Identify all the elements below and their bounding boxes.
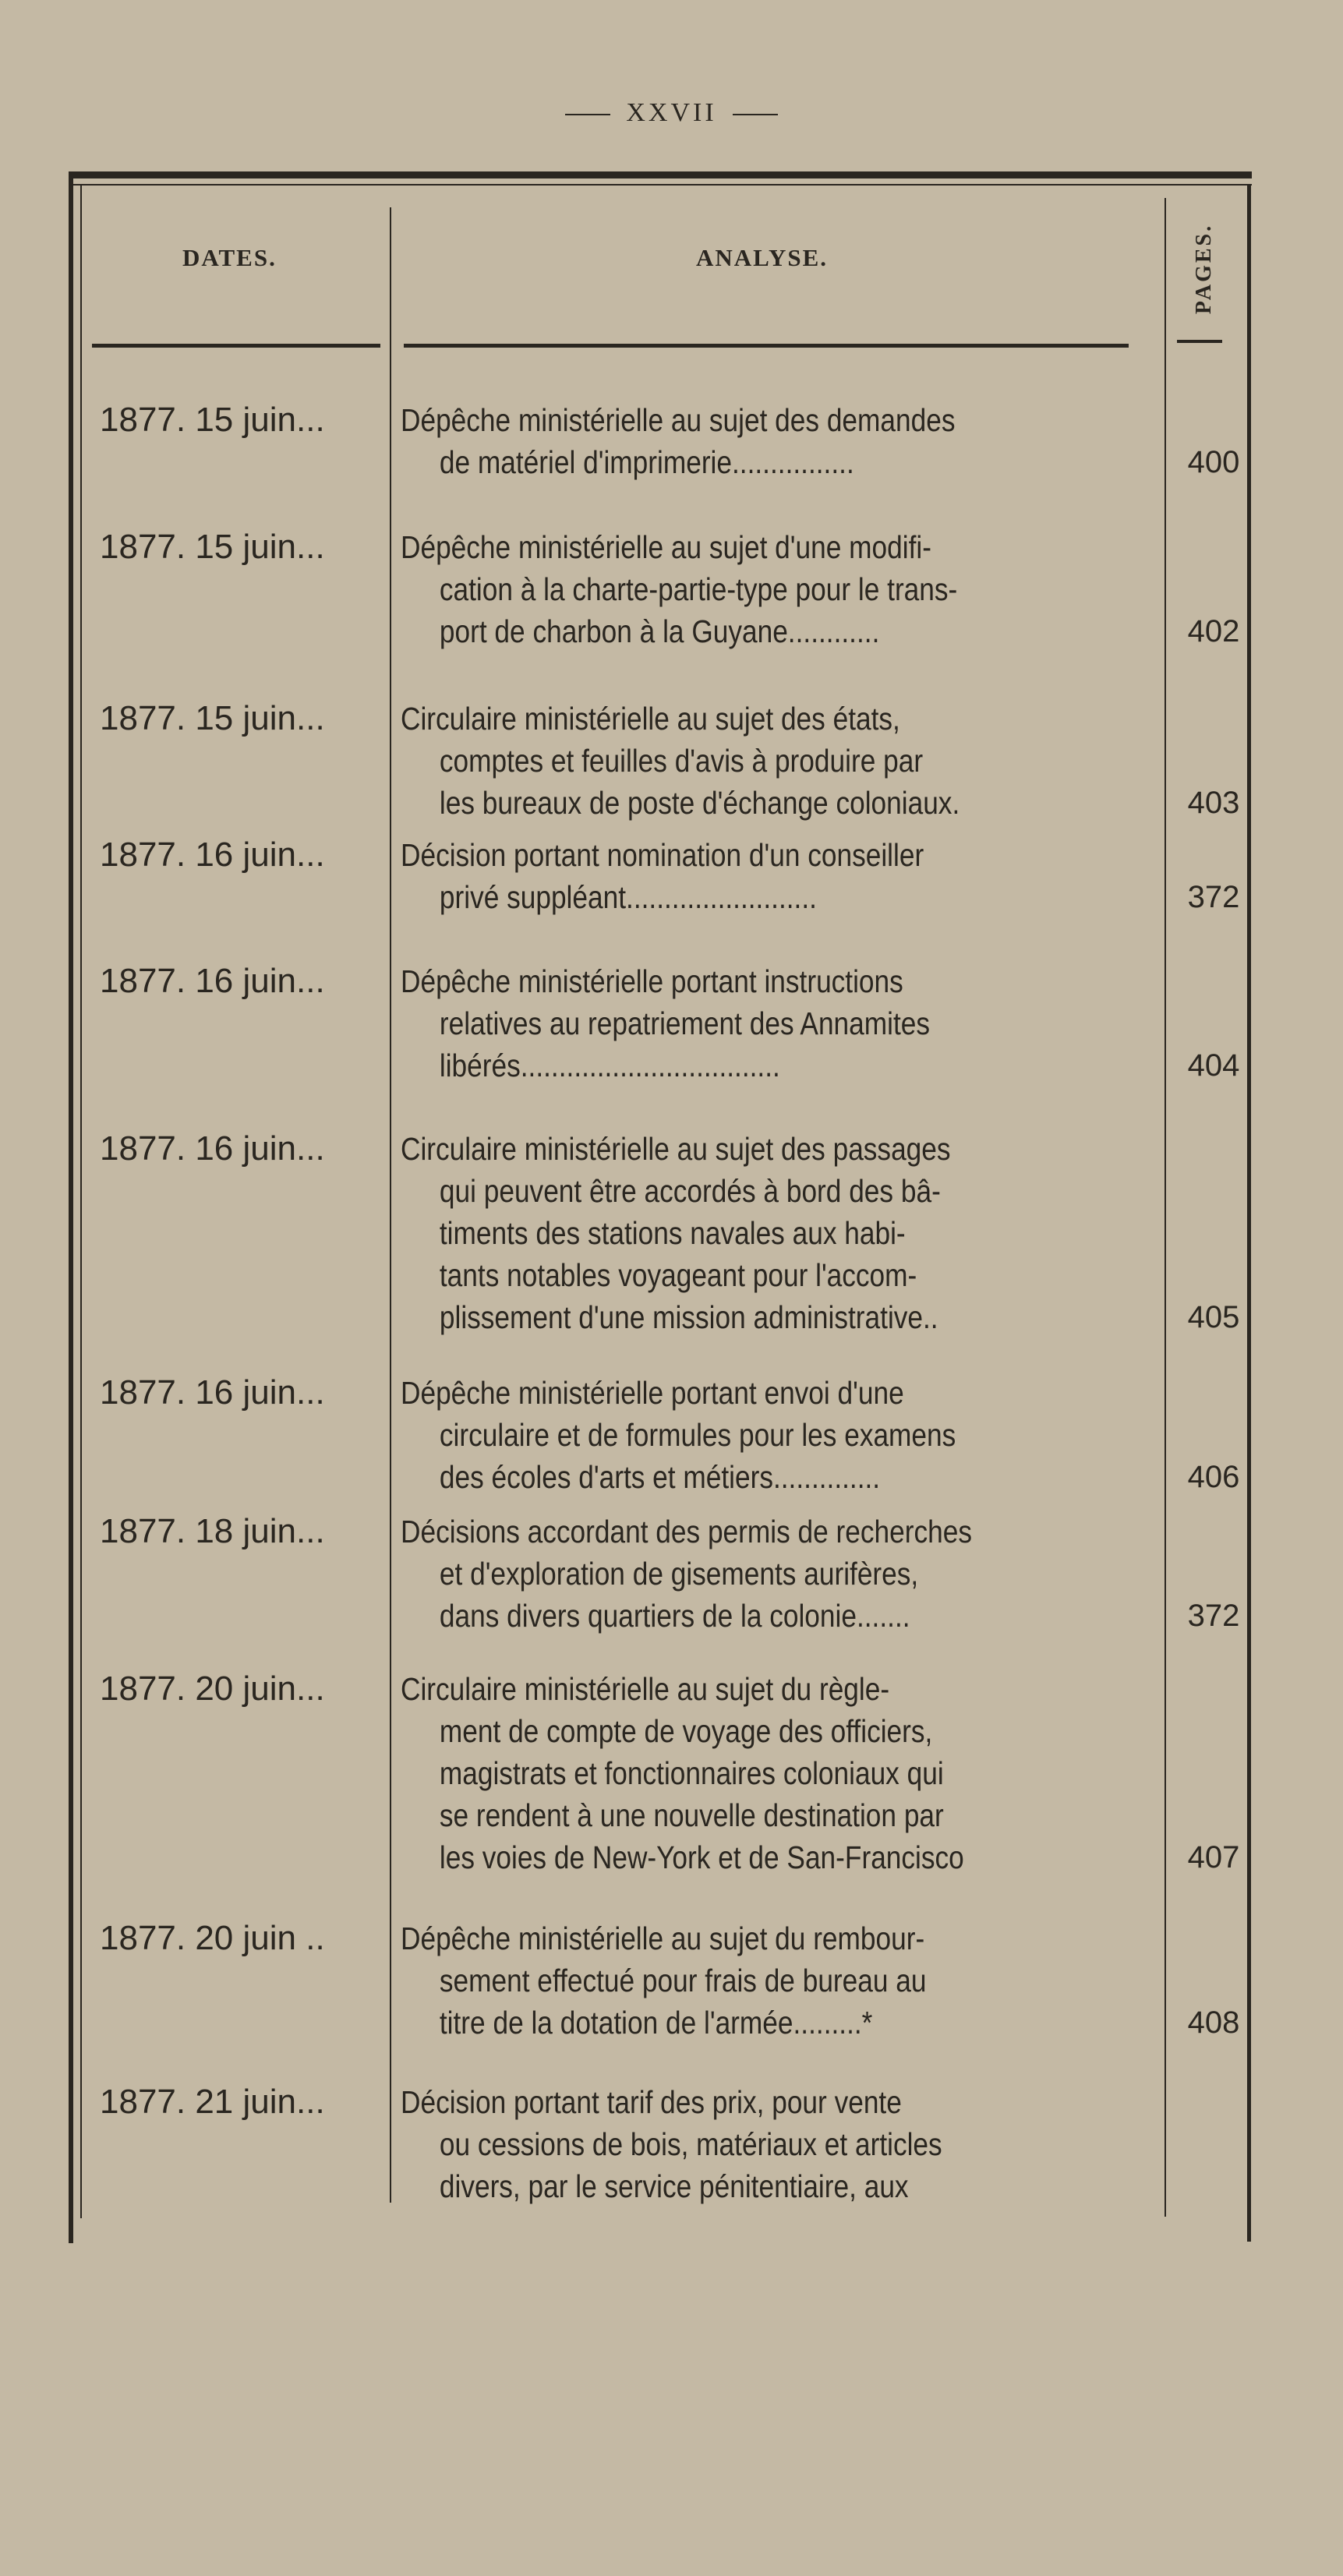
entry-analysis-line: divers, par le service pénitentiaire, aux [439, 2168, 909, 2204]
entry-date: 1877. 16 juin... [100, 1373, 325, 1412]
entry-page: 405 [1187, 1300, 1240, 1334]
entry-analysis-line: libérés.................................. [439, 1048, 780, 1083]
entry-analysis [401, 698, 1041, 824]
entry-date: 1877. 15 juin... [100, 401, 325, 439]
header-pages [1169, 196, 1239, 341]
dash-left [565, 114, 610, 115]
dash-right [733, 114, 778, 115]
entry-analysis-line: les bureaux de poste d'échange coloniaux. [439, 785, 960, 821]
page-number-text: XXVII [626, 98, 717, 127]
column-divider-pages [1165, 198, 1166, 2217]
entry-analysis-line: Dépêche ministérielle au sujet des demandes [401, 402, 956, 438]
entry-date: 1877. 15 juin... [100, 699, 325, 737]
entry-page: 402 [1187, 614, 1240, 648]
entry-analysis [401, 526, 1041, 652]
table-left-border-thin [80, 184, 82, 2218]
entry-analysis [401, 834, 1041, 918]
entry-analysis-line: se rendent à une nouvelle destination par [439, 1797, 944, 1833]
entry-analysis [401, 1128, 1041, 1338]
entry-analysis [401, 399, 1041, 483]
entry-analysis-line: Décision portant tarif des prix, pour vente [401, 2084, 902, 2120]
entry-analysis-line: Dépêche ministérielle au sujet du rembour- [401, 1921, 925, 1956]
entry-analysis-line: tants notables voyageant pour l'accom- [439, 1257, 917, 1293]
entry-analysis-line: Circulaire ministérielle au sujet des états, [401, 701, 900, 737]
header-analysis: ANALYSE. [696, 244, 829, 271]
table-right-border [1247, 184, 1251, 2242]
entry-analysis-line: et d'exploration de gisements aurifères, [439, 1556, 919, 1592]
entry-page: 403 [1187, 786, 1240, 820]
entry-page: 407 [1187, 1840, 1240, 1875]
table-top-rule [69, 171, 1252, 178]
entry-analysis-line: dans divers quartiers de la colonie....... [439, 1598, 910, 1634]
entry-analysis-line: sement effectué pour frais de bureau au [439, 1963, 927, 1998]
entry-analysis-line: Dépêche ministérielle portant envoi d'une [401, 1375, 904, 1411]
entry-analysis-line: titre de la dotation de l'armée.........* [439, 2005, 873, 2041]
entry-analysis-line: des écoles d'arts et métiers.............. [439, 1459, 881, 1495]
entry-analysis [401, 1668, 1041, 1878]
entry-date: 1877. 15 juin... [100, 528, 325, 566]
entry-analysis-line: privé suppléant......................... [439, 879, 817, 915]
table-left-border [69, 176, 73, 2243]
entry-analysis-line: plissement d'une mission administrative.. [439, 1299, 938, 1335]
entry-page: 408 [1187, 2005, 1240, 2040]
entry-analysis [401, 960, 1041, 1087]
entry-date: 1877. 16 juin... [100, 962, 325, 1000]
header-dates: DATES. [182, 244, 277, 271]
entry-analysis-line: les voies de New-York et de San-Francisco [439, 1839, 964, 1875]
entry-date: 1877. 16 juin... [100, 1129, 325, 1168]
header-rule-dates [92, 344, 380, 348]
entry-analysis [401, 1917, 1041, 2044]
entry-date: 1877. 20 juin .. [100, 1919, 325, 1957]
header-rule-analysis [404, 344, 1129, 348]
entry-page: 406 [1187, 1460, 1240, 1494]
entry-analysis-line: magistrats et fonctionnaires coloniaux qui [439, 1755, 944, 1791]
entry-analysis-line: de matériel d'imprimerie................ [439, 444, 854, 480]
entry-page: 372 [1187, 880, 1240, 914]
entry-analysis-line: ou cessions de bois, matériaux et articles [439, 2126, 942, 2162]
entry-analysis-line: port de charbon à la Guyane............ [439, 613, 880, 649]
entry-analysis-line: timents des stations navales aux habi- [439, 1215, 906, 1251]
entry-date: 1877. 21 juin... [100, 2083, 325, 2121]
entry-analysis [401, 1511, 1041, 1637]
entry-analysis-line: cation à la charte-partie-type pour le trans- [439, 571, 958, 607]
entry-analysis [401, 2081, 1041, 2207]
entry-page: 372 [1187, 1599, 1240, 1633]
entry-date: 1877. 18 juin... [100, 1512, 325, 1550]
entry-analysis-line: circulaire et de formules pour les examens [439, 1417, 956, 1453]
table-top-rule-thin [69, 184, 1252, 186]
header-rule-pages [1177, 340, 1222, 343]
column-divider-dates [390, 207, 391, 2203]
page-number [0, 98, 1343, 128]
entry-page: 400 [1187, 445, 1240, 479]
header-pages-label: PAGES. [1192, 223, 1216, 314]
entry-analysis-line: Décisions accordant des permis de recherches [401, 1514, 972, 1549]
entry-analysis-line: comptes et feuilles d'avis à produire par [439, 743, 924, 779]
entry-analysis-line: Circulaire ministérielle au sujet des passages [401, 1131, 951, 1167]
entry-page: 404 [1187, 1048, 1240, 1083]
entry-analysis-line: Décision portant nomination d'un conseiller [401, 837, 924, 873]
entry-date: 1877. 16 juin... [100, 836, 325, 874]
entry-analysis-line: Dépêche ministérielle au sujet d'une modifi- [401, 529, 931, 565]
entry-analysis-line: qui peuvent être accordés à bord des bâ- [439, 1173, 941, 1209]
entry-analysis-line: Dépêche ministérielle portant instructions [401, 963, 903, 999]
entry-analysis-line: relatives au repatriement des Annamites [439, 1005, 931, 1041]
entry-date: 1877. 20 juin... [100, 1670, 325, 1708]
entry-analysis [401, 1372, 1041, 1498]
entry-analysis-line: ment de compte de voyage des officiers, [439, 1713, 933, 1749]
entry-analysis-line: Circulaire ministérielle au sujet du règle- [401, 1671, 890, 1707]
